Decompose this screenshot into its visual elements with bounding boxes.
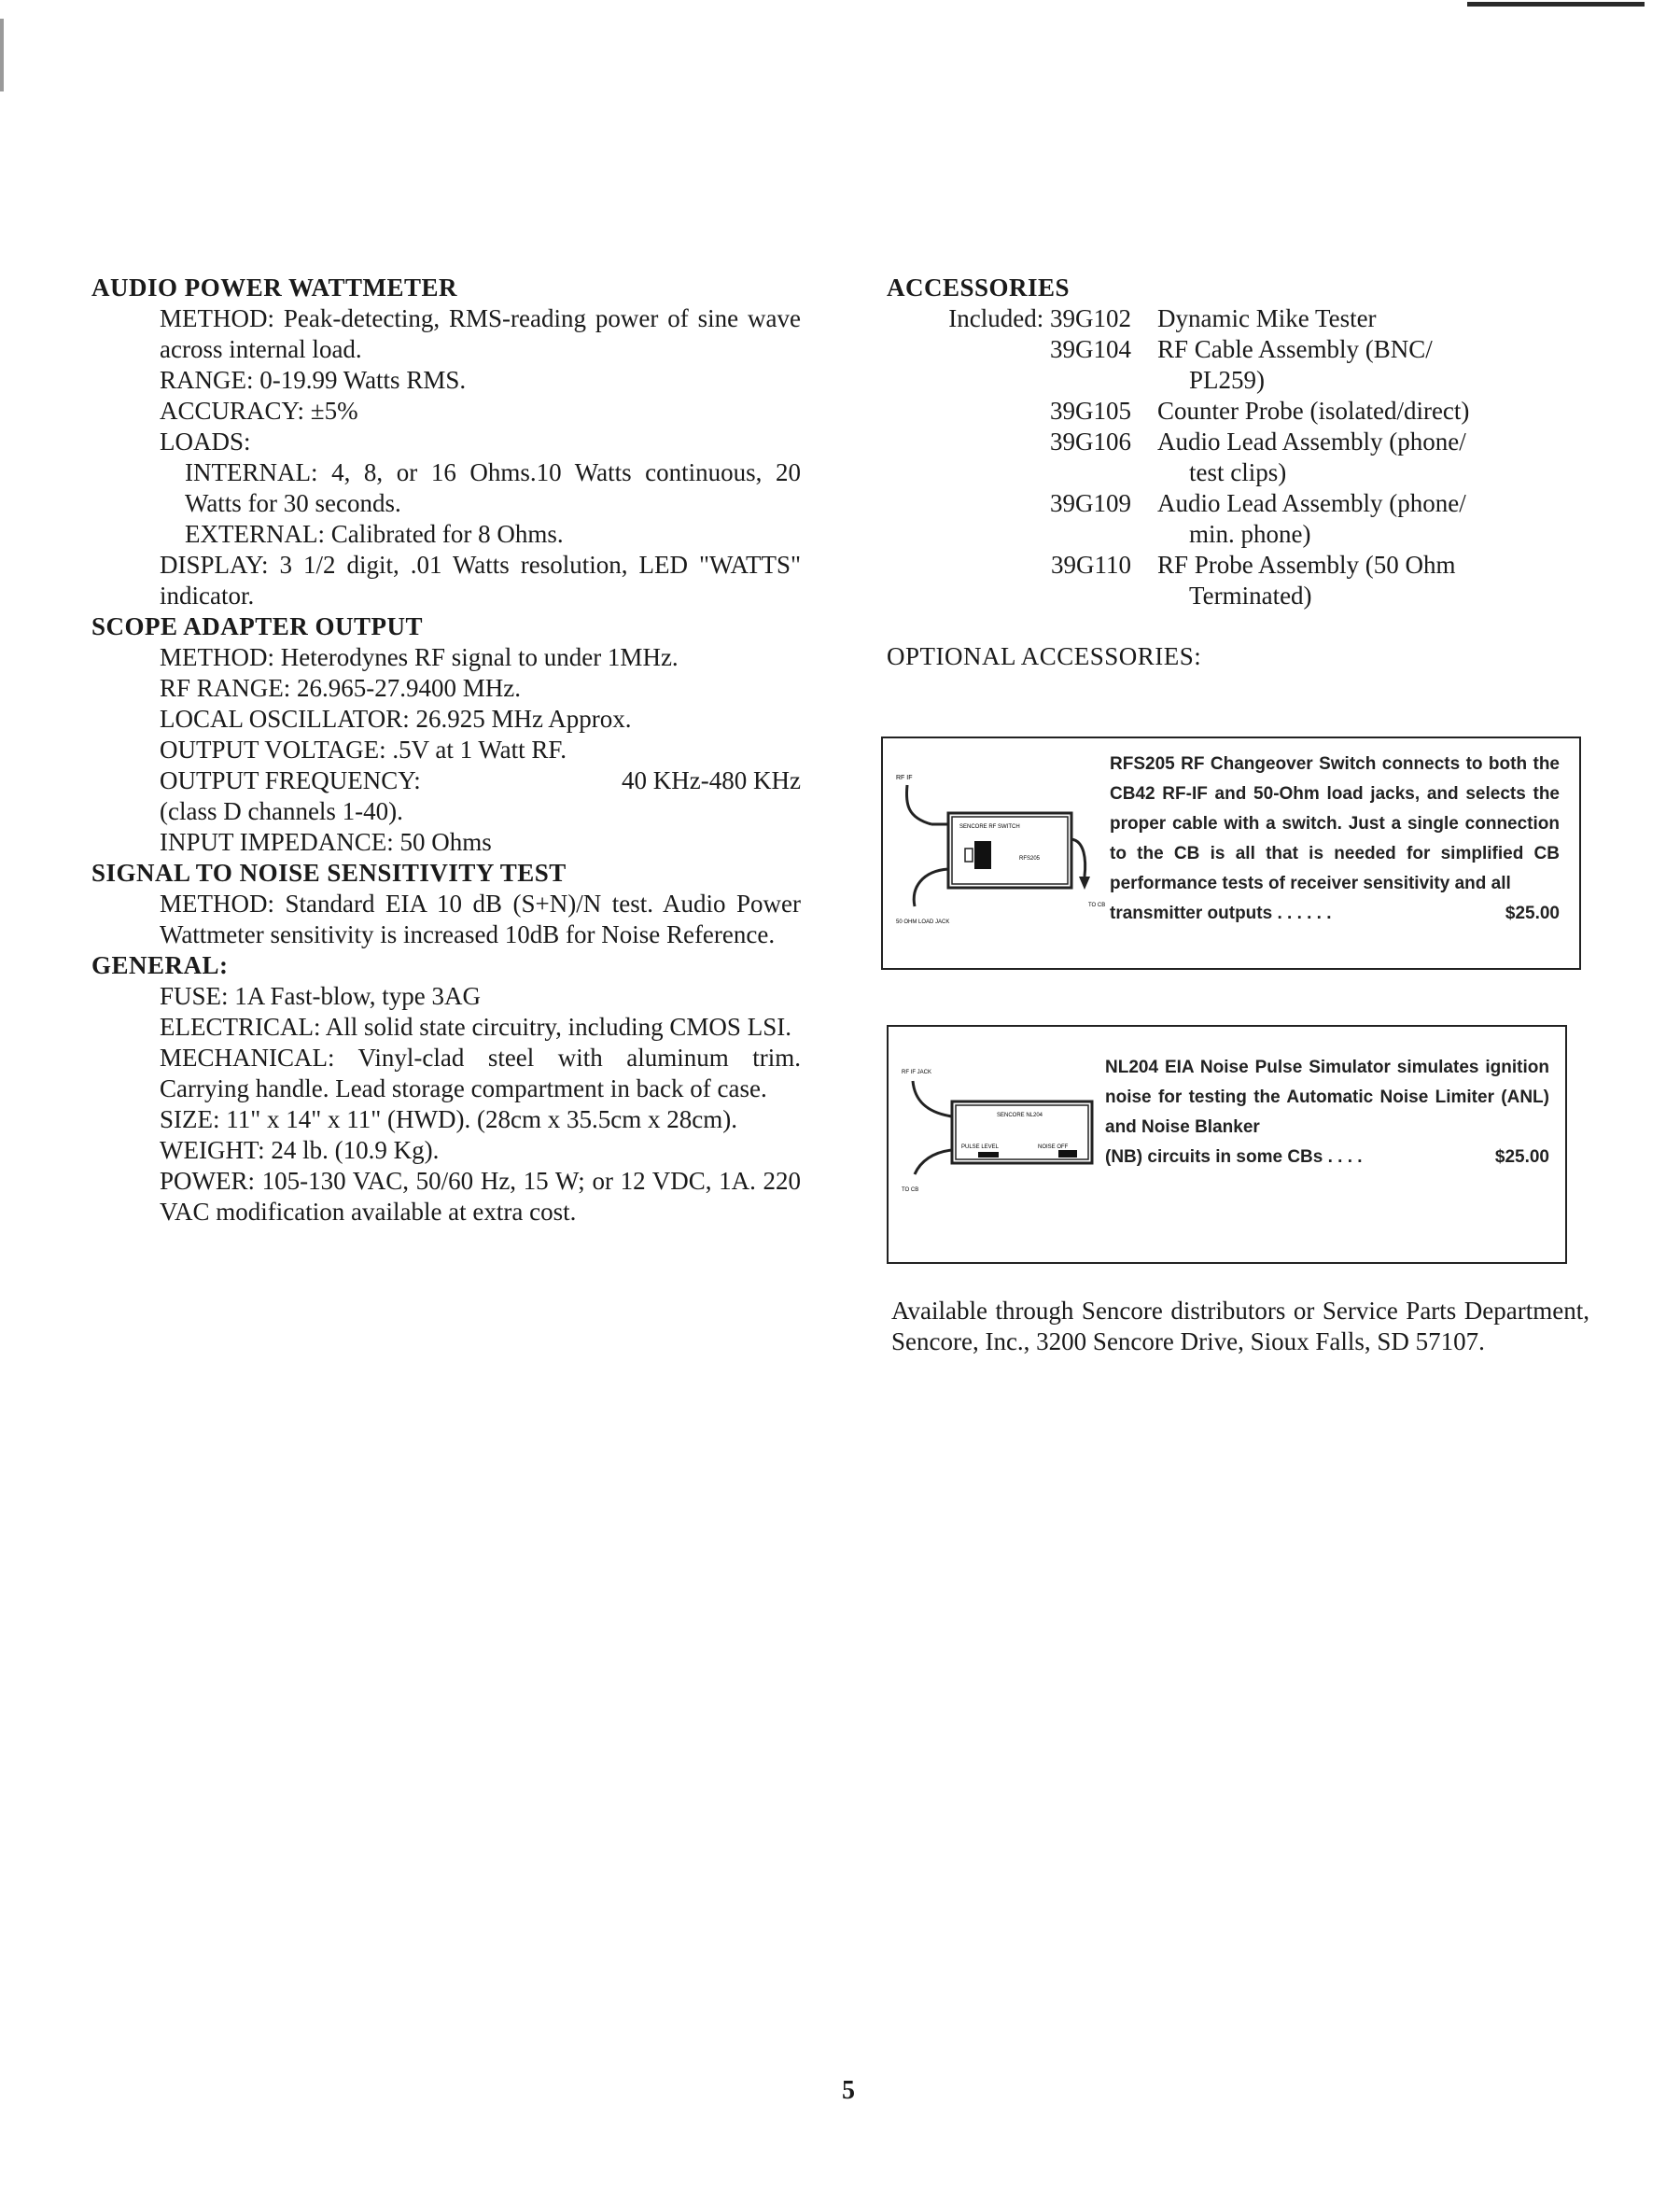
scope-adapter-output-heading: SCOPE ADAPTER OUTPUT <box>91 612 424 640</box>
rfs205-description <box>1110 750 1560 929</box>
noise-simulator-diagram <box>900 1060 1099 1219</box>
signal-to-noise-heading: SIGNAL TO NOISE SENSITIVITY TEST <box>91 859 567 887</box>
output-frequency-label: OUTPUT FREQUENCY: <box>160 766 421 794</box>
scope-rf-range: RF RANGE: 26.965-27.9400 MHz. <box>160 674 522 702</box>
accessory-row <box>887 334 1587 396</box>
accessory-row <box>887 550 1587 611</box>
general-electrical: ELECTRICAL: All solid state circuitry, including CMOS LSI. <box>160 1013 791 1041</box>
accessory-description-cont: Terminated) <box>1189 582 1312 610</box>
page-number: 5 <box>842 2076 855 2105</box>
rfs205-title: RFS205 RF Changeover Switch <box>1110 754 1377 774</box>
nl204-body: simulates ignition noise for testing the Automatic Noise Limiter (ANL) and Noise Blanker <box>1105 1058 1549 1137</box>
accessory-row <box>887 427 1587 488</box>
audio-loads-external: EXTERNAL: Calibrated for 8 Ohms. <box>185 520 564 548</box>
audio-accuracy: ACCURACY: ±5% <box>160 397 358 425</box>
diagram-label-unit: SENCORE NL204 <box>997 1113 1043 1118</box>
nl204-product-box <box>887 1025 1567 1264</box>
specifications-column <box>91 273 801 1228</box>
accessory-code: 39G110 <box>1051 551 1131 579</box>
accessory-description: Counter Probe (isolated/direct) <box>1157 397 1470 425</box>
accessory-description: RF Probe Assembly (50 Ohm <box>1157 551 1456 579</box>
diagram-label-rf-if: RF IF <box>896 775 913 781</box>
accessory-code: 39G104 <box>1050 335 1131 363</box>
accessory-code: 39G109 <box>1050 489 1131 517</box>
accessory-code: 39G106 <box>1050 428 1131 456</box>
snr-method: METHOD: Standard EIA 10 dB (S+N)/N test. Audio Power Wattmeter sensitivity is increased 10dB for Noise Reference. <box>160 890 801 948</box>
accessory-description: RF Cable Assembly (BNC/ <box>1157 335 1433 363</box>
diagram-label-to-cb: TO CB <box>902 1187 919 1193</box>
diagram-label-unit: SENCORE RF SWITCH <box>959 824 1020 830</box>
general-weight: WEIGHT: 24 lb. (10.9 Kg). <box>160 1136 440 1164</box>
accessory-description-cont: PL259) <box>1189 366 1265 394</box>
rfs205-tail: transmitter outputs . . . . . . <box>1110 904 1332 923</box>
rfs205-product-box <box>881 737 1581 970</box>
accessory-row <box>887 396 1587 427</box>
nl204-title: NL204 EIA Noise Pulse Simulator <box>1105 1058 1391 1077</box>
accessory-description: Audio Lead Assembly (phone/ <box>1157 428 1466 456</box>
diagram-label-to-cb: TO CB <box>1088 903 1106 908</box>
scan-left-mark <box>0 19 4 91</box>
audio-method: METHOD: Peak-detecting, RMS-reading power of sine wave across internal load. <box>160 304 801 363</box>
availability-note: Available through Sencore distributors or Service Parts Department, Sencore, Inc., 3200 Sencore Drive, Sioux Falls, SD 57107. <box>891 1297 1589 1355</box>
general-power: POWER: 105-130 VAC, 50/60 Hz, 15 W; or 12 VDC, 1A. 220 VAC modification available at extra cost. <box>160 1167 801 1226</box>
accessories-heading: ACCESSORIES <box>887 274 1071 302</box>
accessory-code: 39G105 <box>1050 397 1131 425</box>
accessories-list <box>887 303 1587 611</box>
general-mechanical: MECHANICAL: Vinyl-clad steel with aluminum trim. Carrying handle. Lead storage compartment in back of case. <box>160 1044 801 1102</box>
audio-range: RANGE: 0-19.99 Watts RMS. <box>160 366 467 394</box>
scope-local-oscillator: LOCAL OSCILLATOR: 26.925 MHz Approx. <box>160 705 632 733</box>
audio-power-wattmeter-heading: AUDIO POWER WATTMETER <box>91 274 458 302</box>
scope-method: METHOD: Heterodynes RF signal to under 1MHz. <box>160 643 679 671</box>
diagram-label-rf-jack: RF IF JACK <box>902 1070 932 1075</box>
accessory-code: 39G102 <box>1050 304 1131 332</box>
diagram-label-model: RFS205 <box>1019 856 1041 862</box>
accessory-description: Audio Lead Assembly (phone/ <box>1157 489 1466 517</box>
rf-switch-diagram <box>894 766 1106 944</box>
audio-loads-internal: INTERNAL: 4, 8, or 16 Ohms.10 Watts continuous, 20 Watts for 30 seconds. <box>185 458 801 517</box>
rfs205-body: connects to both the CB42 RF-IF and 50-Ohm load jacks, and selects the proper cable with a switch. Just a single connection to the CB is all that is needed for simplified CB performance tests of receiver sensitivity and all <box>1110 754 1560 893</box>
general-size: SIZE: 11" x 14" x 11" (HWD). (28cm x 35.5cm x 28cm). <box>160 1105 737 1133</box>
accessories-column <box>887 273 1587 672</box>
scope-input-impedance: INPUT IMPEDANCE: 50 Ohms <box>160 828 492 856</box>
general-fuse: FUSE: 1A Fast-blow, type 3AG <box>160 982 482 1010</box>
diagram-label-noise: NOISE OFF <box>1038 1144 1069 1150</box>
nl204-price: $25.00 <box>1494 1147 1549 1167</box>
accessory-row <box>887 488 1587 550</box>
scope-output-frequency-note: (class D channels 1-40). <box>160 797 403 825</box>
accessory-description: Dynamic Mike Tester <box>1157 304 1377 332</box>
scope-output-frequency <box>91 765 801 796</box>
audio-display: DISPLAY: 3 1/2 digit, .01 Watts resolution, LED "WATTS" indicator. <box>160 551 801 610</box>
scope-output-voltage: OUTPUT VOLTAGE: .5V at 1 Watt RF. <box>160 736 567 764</box>
nl204-tail: (NB) circuits in some CBs . . . . <box>1105 1147 1363 1167</box>
general-heading: GENERAL: <box>91 951 229 979</box>
rfs205-price: $25.00 <box>1505 904 1560 923</box>
nl204-description <box>1105 1053 1549 1172</box>
diagram-label-load: 50 OHM LOAD JACK <box>896 919 950 925</box>
optional-accessories-heading: OPTIONAL ACCESSORIES: <box>887 642 1202 670</box>
scan-edge-mark <box>1467 2 1645 7</box>
accessory-row <box>887 303 1587 334</box>
audio-loads: LOADS: <box>160 428 251 456</box>
output-frequency-value: 40 KHz-480 KHz <box>622 766 801 794</box>
included-label: Included: <box>948 304 1044 332</box>
accessory-description-cont: min. phone) <box>1189 520 1311 548</box>
diagram-label-pulse: PULSE LEVEL <box>961 1144 1000 1150</box>
accessory-description-cont: test clips) <box>1189 458 1287 486</box>
